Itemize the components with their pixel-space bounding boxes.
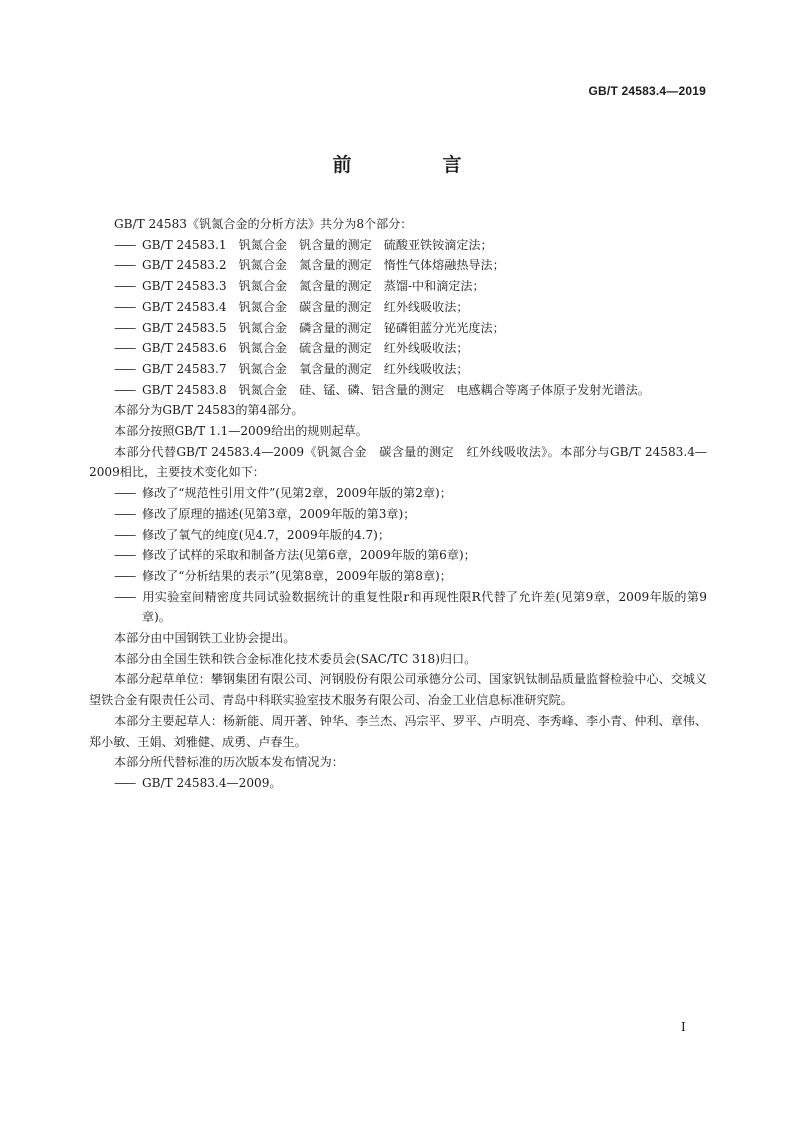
list-item: —— GB/T 24583.6 钒氮合金 硫含量的测定 红外线吸收法； — [89, 338, 707, 359]
page-title: 前 言 — [332, 154, 498, 176]
document-body — [89, 214, 707, 794]
part-of-paragraph: 本部分为GB/T 24583的第4部分。 — [114, 403, 304, 418]
dash-mark: —— — [114, 568, 135, 583]
centralized-by-paragraph: 本部分由全国生铁和铁合金标准化技术委员会(SAC/TC 318)归口。 — [114, 651, 477, 666]
list-item: —— GB/T 24583.4—2009。 — [89, 773, 707, 794]
history-intro-paragraph: 本部分所代替标准的历次版本发布情况为： — [114, 755, 344, 770]
dash-mark: —— — [114, 279, 135, 294]
page-number: Ⅰ — [681, 1020, 686, 1034]
dash-mark: —— — [114, 775, 135, 790]
intro-paragraph: GB/T 24583《钒氮合金的分析方法》共分为8个部分： — [114, 217, 413, 231]
dash-mark: —— — [114, 361, 135, 376]
dash-mark: —— — [114, 320, 135, 335]
replace-paragraph: 本部分代替GB/T 24583.4—2009《钒氮合金 碳含量的测定 红外线吸收法》。本部分与GB/T 24583.4—2009相比，主要技术变化如下： — [89, 444, 707, 480]
history-list — [89, 773, 707, 794]
list-item: —— 修改了试样的采取和制备方法(见第6章，2009年版的第6章)； — [89, 545, 707, 566]
list-item: —— GB/T 24583.2 钒氮合金 氮含量的测定 惰性气体熔融热导法； — [89, 255, 707, 276]
dash-mark: —— — [114, 299, 135, 314]
list-item: —— GB/T 24583.5 钒氮合金 磷含量的测定 铋磷钼蓝分光光度法； — [89, 318, 707, 339]
proposed-by-paragraph: 本部分由中国钢铁工业协会提出。 — [114, 631, 296, 646]
standard-code: GB/T 24583.4—2019 — [588, 84, 706, 98]
dash-mark: —— — [114, 548, 135, 563]
changes-list — [89, 483, 707, 628]
list-item: —— 修改了“分析结果的表示”(见第8章，2009年版的第8章)； — [89, 566, 707, 587]
dash-mark: —— — [114, 527, 135, 542]
list-item: —— 修改了氧气的纯度(见4.7，2009年版的4.7)； — [89, 525, 707, 546]
list-item: —— GB/T 24583.8 钒氮合金 硅、锰、磷、铝含量的测定 电感耦合等离子体原子发射光谱法。 — [89, 380, 707, 401]
drafting-units-paragraph: 本部分起草单位：攀钢集团有限公司、河钢股份有限公司承德分公司、国家钒钛制品质量监督检验中心、交城义望铁合金有限责任公司、青岛中科联实验室技术服务有限公司、冶金工业信息标准研究院。 — [89, 672, 707, 708]
drafters-paragraph: 本部分主要起草人：杨新能、周开著、钟华、李兰杰、冯宗平、罗平、卢明亮、李秀峰、李小青、仲利、章伟、郑小敏、王娟、刘雅健、成勇、卢春生。 — [89, 713, 707, 749]
dash-mark: —— — [114, 382, 135, 397]
dash-mark: —— — [114, 341, 135, 356]
dash-mark: —— — [114, 506, 135, 521]
dash-mark: —— — [114, 237, 135, 252]
parts-list — [89, 235, 707, 401]
list-item: —— GB/T 24583.7 钒氮合金 氧含量的测定 红外线吸收法； — [89, 359, 707, 380]
dash-mark: —— — [114, 258, 135, 273]
dash-mark: —— — [114, 589, 135, 604]
list-item: —— 用实验室间精密度共同试验数据统计的重复性限r和再现性限R代替了允许差(见第9章，2009年版的第9章)。 — [89, 587, 707, 628]
list-item: —— GB/T 24583.4 钒氮合金 碳含量的测定 红外线吸收法； — [89, 297, 707, 318]
drafting-rule-paragraph: 本部分按照GB/T 1.1—2009给出的规则起草。 — [114, 424, 368, 439]
dash-mark: —— — [114, 486, 135, 501]
list-item: —— GB/T 24583.3 钒氮合金 氮含量的测定 蒸馏-中和滴定法； — [89, 276, 707, 297]
list-item: —— GB/T 24583.1 钒氮合金 钒含量的测定 硫酸亚铁铵滴定法； — [89, 235, 707, 256]
list-item: —— 修改了“规范性引用文件”(见第2章，2009年版的第2章)； — [89, 483, 707, 504]
list-item: —— 修改了原理的描述(见第3章，2009年版的第3章)； — [89, 504, 707, 525]
